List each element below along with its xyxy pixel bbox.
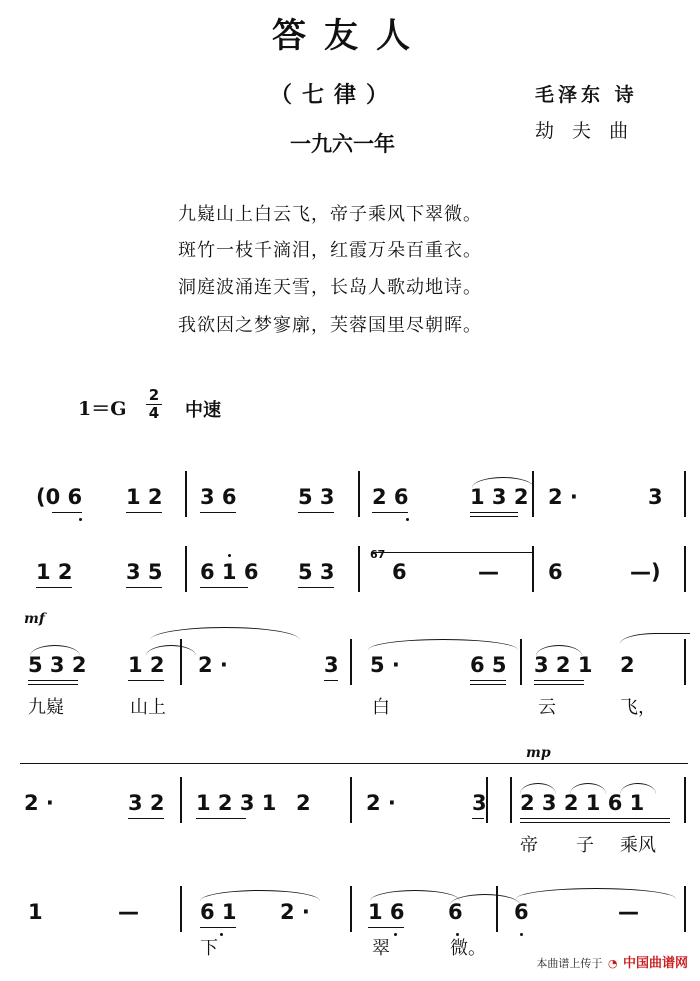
poet-credit: 毛泽东 诗 bbox=[535, 84, 638, 106]
bar-line bbox=[496, 886, 498, 932]
note-group: 3 5 bbox=[126, 560, 163, 584]
note-group: 3 bbox=[324, 653, 339, 677]
bar-line bbox=[180, 777, 182, 823]
note-group: 1 2 bbox=[128, 653, 165, 677]
key-signature: 1＝G bbox=[78, 398, 127, 420]
note-group: 6 bbox=[448, 900, 463, 924]
underline bbox=[126, 587, 162, 588]
bar-line bbox=[185, 471, 187, 517]
lyric: 九嶷 bbox=[28, 697, 64, 718]
note-group: 6 1 bbox=[200, 900, 237, 924]
slur bbox=[620, 633, 690, 644]
lyric: 乘风 bbox=[620, 835, 656, 856]
lyric: 帝 bbox=[520, 835, 538, 856]
grace-notes: 67 bbox=[370, 548, 386, 561]
note-group: 6 bbox=[514, 900, 529, 924]
underline bbox=[372, 512, 408, 513]
note-group: 2 · bbox=[198, 653, 228, 677]
note-group: — bbox=[118, 900, 139, 924]
note-group: 1 6 bbox=[368, 900, 405, 924]
slur bbox=[450, 894, 520, 905]
poem-line-4: 我欲因之梦寥廓，芙蓉国里尽朝晖。 bbox=[178, 315, 482, 336]
upload-note: 本曲谱上传于 bbox=[536, 957, 603, 970]
composer-credit: 劫 夫 曲 bbox=[535, 120, 635, 142]
slur bbox=[520, 783, 556, 794]
poem-line-2: 斑竹一枝千滴泪，红霞万朵百重衣。 bbox=[178, 240, 482, 261]
underline bbox=[520, 818, 670, 819]
slur bbox=[570, 783, 606, 794]
underline bbox=[196, 818, 246, 819]
note-group: 2 · bbox=[24, 791, 54, 815]
note-group: 2 bbox=[620, 653, 635, 677]
note-group: 1 3 2 bbox=[470, 485, 529, 509]
slur bbox=[368, 639, 518, 650]
slur bbox=[536, 645, 582, 656]
underline bbox=[298, 587, 334, 588]
bar-line bbox=[510, 777, 512, 823]
slur bbox=[372, 552, 532, 553]
note-group: —) bbox=[630, 560, 661, 584]
site-logo-icon: ◔ bbox=[607, 957, 618, 970]
note-group: 3 2 bbox=[128, 791, 165, 815]
bar-line bbox=[350, 886, 352, 932]
bar-line bbox=[684, 886, 686, 932]
slur bbox=[370, 890, 460, 901]
bar-line bbox=[520, 639, 522, 685]
poem-line-1: 九嶷山上白云飞，帝子乘风下翠微。 bbox=[178, 204, 482, 225]
note-group: — bbox=[478, 560, 499, 584]
underline bbox=[200, 587, 248, 588]
time-signature-top: 2 bbox=[148, 386, 160, 404]
underline bbox=[470, 516, 518, 517]
bar-line bbox=[684, 639, 686, 685]
poem-year: 一九六一年 bbox=[290, 131, 395, 156]
slur bbox=[146, 645, 196, 656]
bar-line bbox=[185, 546, 187, 592]
lyric: 微。 bbox=[450, 938, 486, 959]
slur bbox=[620, 783, 656, 794]
note-group: 2 3 2 1 6 1 bbox=[520, 791, 645, 815]
note-group: 3 6 bbox=[200, 485, 237, 509]
note-group: 5 · bbox=[370, 653, 400, 677]
time-signature-bottom: 4 bbox=[148, 404, 160, 422]
octave-dot bbox=[406, 518, 409, 521]
lyric: 子 bbox=[576, 835, 594, 856]
lyric: 山上 bbox=[130, 697, 166, 718]
bar-line bbox=[358, 471, 360, 517]
bar-line bbox=[532, 471, 534, 517]
note-group: 6 1 6 bbox=[200, 560, 259, 584]
bar-line bbox=[684, 777, 686, 823]
note-group: 3 2 1 bbox=[534, 653, 593, 677]
underline bbox=[534, 680, 584, 681]
underline bbox=[368, 927, 404, 928]
underline bbox=[28, 680, 78, 681]
poem-line-3: 洞庭波涌连天雪，长岛人歌动地诗。 bbox=[178, 277, 482, 298]
lyric: 翠 bbox=[372, 938, 390, 959]
lyric: 云 bbox=[538, 697, 556, 718]
bar-line bbox=[532, 546, 534, 592]
note-group: 3 bbox=[648, 485, 663, 509]
underline bbox=[472, 818, 484, 819]
bar-line bbox=[350, 777, 352, 823]
note-group: (0 6 bbox=[36, 485, 83, 509]
note-group: 5 3 bbox=[298, 485, 335, 509]
lyric: 白 bbox=[372, 697, 390, 718]
underline bbox=[126, 512, 162, 513]
octave-dot bbox=[520, 933, 523, 936]
note-group: 2 · bbox=[366, 791, 396, 815]
time-signature bbox=[146, 387, 162, 422]
underline bbox=[128, 680, 164, 681]
site-watermark bbox=[536, 952, 688, 971]
dynamic-mp: mp bbox=[526, 745, 551, 761]
underline bbox=[36, 587, 72, 588]
slur-tie bbox=[20, 763, 688, 764]
underline bbox=[128, 818, 164, 819]
underline bbox=[324, 680, 338, 681]
underline bbox=[28, 684, 78, 685]
note-group: 1 2 bbox=[36, 560, 73, 584]
note-group: — bbox=[618, 900, 639, 924]
note-group: 2 · bbox=[280, 900, 310, 924]
bar-line bbox=[486, 777, 488, 823]
underline bbox=[470, 684, 506, 685]
note-group: 1 2 3 1 bbox=[196, 791, 277, 815]
slur bbox=[472, 477, 534, 488]
poem-form: （七律） bbox=[270, 82, 399, 108]
bar-line bbox=[358, 546, 360, 592]
underline bbox=[200, 927, 236, 928]
bar-line bbox=[684, 546, 686, 592]
bar-line bbox=[350, 639, 352, 685]
note-group: 3 bbox=[472, 791, 487, 815]
lyric: 下 bbox=[200, 938, 218, 959]
note-group: 1 bbox=[28, 900, 43, 924]
underline bbox=[52, 512, 82, 513]
underline bbox=[470, 680, 506, 681]
dynamic-mf: mf bbox=[24, 611, 45, 627]
slur bbox=[150, 627, 300, 640]
note-group: 5 3 2 bbox=[28, 653, 87, 677]
slur bbox=[30, 645, 80, 656]
song-title: 答友人 bbox=[272, 16, 428, 56]
underline bbox=[520, 822, 670, 823]
note-group: 6 bbox=[392, 560, 407, 584]
note-group: 1 2 bbox=[126, 485, 163, 509]
octave-dot bbox=[394, 933, 397, 936]
underline bbox=[534, 684, 584, 685]
note-group: 2 6 bbox=[372, 485, 409, 509]
note-group: 2 · bbox=[548, 485, 578, 509]
note-group: 6 5 bbox=[470, 653, 507, 677]
octave-dot bbox=[79, 518, 82, 521]
bar-line bbox=[180, 886, 182, 932]
note-group: 2 bbox=[296, 791, 311, 815]
slur bbox=[516, 888, 676, 899]
underline bbox=[470, 512, 518, 513]
note-group: 6 bbox=[548, 560, 563, 584]
slur bbox=[200, 890, 320, 901]
octave-dot bbox=[220, 933, 223, 936]
bar-line bbox=[684, 471, 686, 517]
underline bbox=[298, 512, 334, 513]
octave-dot bbox=[228, 554, 231, 557]
note-group: 5 3 bbox=[298, 560, 335, 584]
lyric: 飞， bbox=[620, 697, 656, 718]
site-brand: 中国曲谱网 bbox=[622, 956, 688, 971]
underline bbox=[200, 512, 236, 513]
tempo-marking: 中速 bbox=[185, 400, 221, 421]
